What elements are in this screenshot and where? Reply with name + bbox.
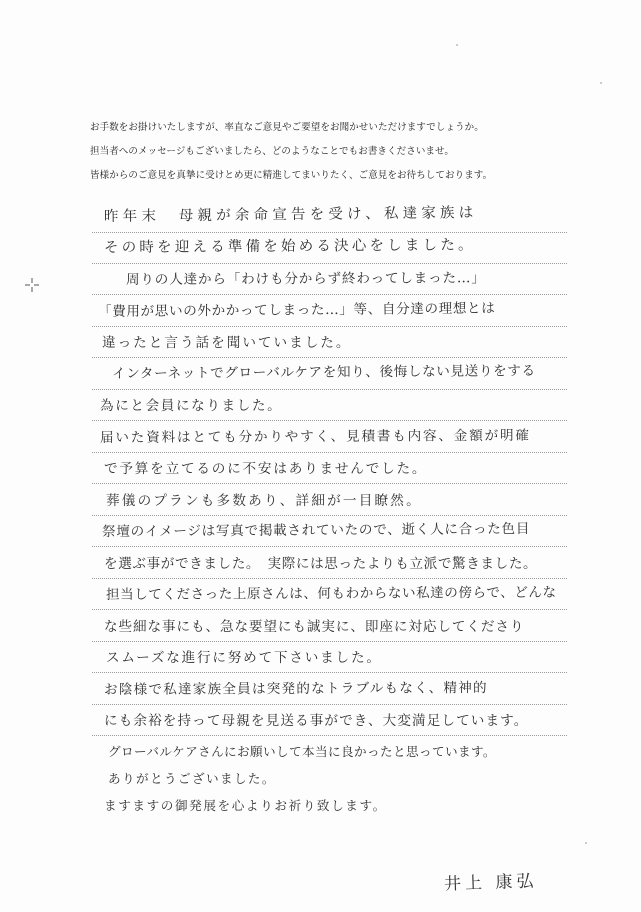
writing-rule [92,578,567,579]
handwritten-line: を選ぶ事ができました。 実際には思ったよりも立派で驚きました。 [104,556,538,572]
handwritten-line: にも余裕を持って母親を見送る事ができ、大変満足しています。 [104,713,529,729]
writing-rule [92,704,567,705]
printed-prompt-line: お手数をお掛けいたしますが、率直なご意見やご要望をお聞かせいただけますでしょうか。 [90,122,484,133]
handwritten-line: スムーズな進行に努めて下さいました。 [106,650,382,666]
writing-rule [92,420,567,421]
writing-rule [92,483,567,484]
handwritten-line: お陰様で私達家族全員は突発的なトラブルもなく、精神的 [103,679,488,698]
handwritten-line: 担当してくださった上原さんは、何もわからない私達の傍らで、どんな [105,584,557,603]
printed-prompt-line: 皆様からのご意見を真摯に受けとめ更に精進してまいりたく、ご意見をお待ちしております。 [90,170,493,181]
writing-rule [92,294,567,295]
registration-mark-icon [24,277,40,293]
handwritten-line: で予算を立てるのに不安はありませんでした。 [104,461,428,477]
writing-rule [92,232,567,233]
handwritten-line: ありがとうございました。 [108,771,276,786]
writing-rule [92,515,567,516]
writing-rule [92,263,567,264]
handwritten-line: 祭壇のイメージは写真で掲載されていたので、逝く人に合った色目 [101,521,531,540]
handwritten-line: インターネットでグローバルケアを知り、後悔しない見送りをする [111,363,536,382]
scan-speck [456,44,458,46]
handwritten-line: 昨年末 母親が余命宣告を受け、私達家族は [103,205,478,225]
writing-rule [92,735,567,736]
writing-rule [92,609,567,610]
handwritten-line: 届いた資料はとても分かりやすく、見積書も内容、金額が明確 [99,427,531,446]
scan-speck [600,82,602,84]
signature: 井上 康弘 [443,871,538,895]
printed-prompt-line: 担当者へのメッセージもございましたら、どのようなことでもお書きくださいませ。 [90,146,454,157]
writing-rule [92,326,567,327]
handwritten-line: 「費用が思いの外かかってしまった…」等、自分達の理想とは [97,300,496,320]
handwritten-line: ますますの御発展を心よりお祈り致します。 [104,798,387,813]
handwritten-line: 為にと会員になりました。 [100,398,283,414]
handwritten-line: な些細な事にも、急な要望にも誠実に、即座に対応してくださり [104,619,525,635]
writing-rule [92,641,567,642]
writing-rule [92,452,567,453]
writing-rule [92,672,567,673]
writing-rule [92,546,567,547]
handwritten-line: 周りの人達から「わけも分からず終わってしまった…」 [125,270,486,288]
handwritten-line: 葬儀のプランも多数あり、詳細が一目瞭然。 [106,493,422,509]
handwritten-line: グローバルケアさんにお願いして本当に良かったと思っています。 [108,744,496,759]
handwritten-line: その時を迎える準備を始める決心をしました。 [103,237,476,256]
scan-speck [585,842,587,844]
writing-rule [92,357,567,358]
writing-rule [92,389,567,390]
handwritten-line: 違ったと言う話を聞いていました。 [102,335,352,351]
